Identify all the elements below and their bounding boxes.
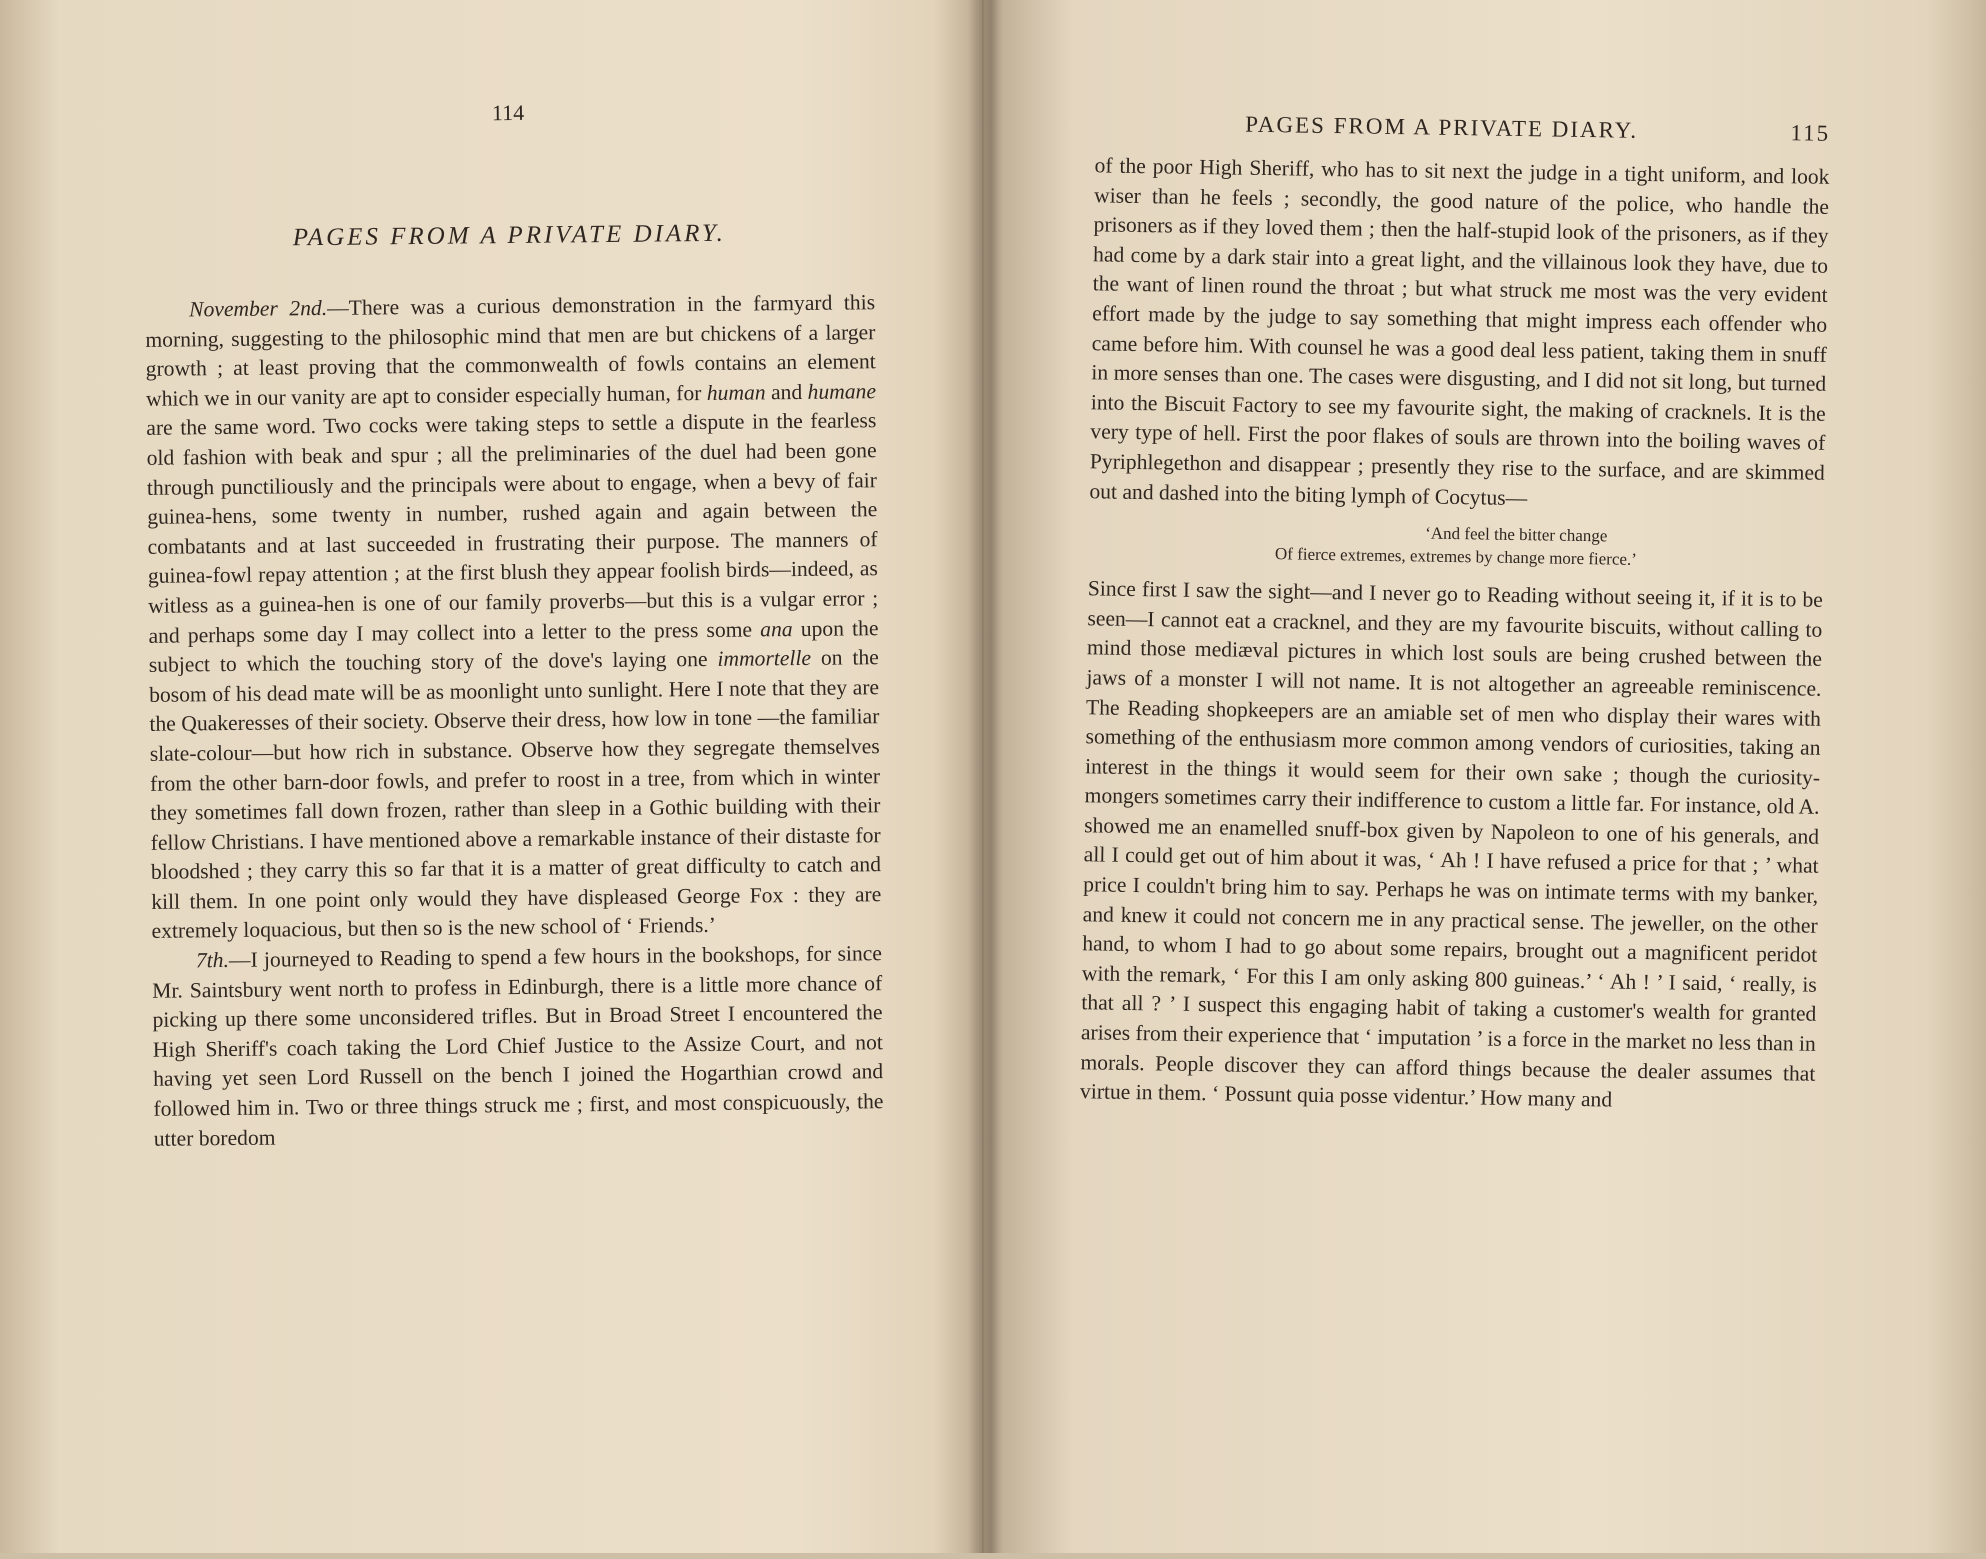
left-page-body [145,288,884,1154]
right-page-body [1080,151,1830,1118]
quote-line-2: Of fierce extremes, extremes by change more fierce.’ [1274,544,1638,569]
paragraph-7th: 7th.—I journeyed to Reading to spend a few hours in the bookshops, for since Mr. Saintsbury went north to profess in Edinburgh, there is a little more chance of picking up there some unconsidered trifles. But in Broad Street I encountered the High Sheriff's coach taking the Lord Chief Justice to the Assize Court, and not having yet seen Lord Russell on the bench I joined the Hogarthian crowd and followed him in. Two or three things struck me ; first, and most conspicuously, the utter boredom [152,941,884,1151]
paragraph-since-first: Since first I saw the sight—and I never go to Reading without seeing it, if it is to be seen—I cannot eat a cracknel, and they are my favourite biscuits, without calling to mind those mediæval pictures in which lost souls are being crushed between the jaws of a monster I will not name. It is not altogether an agreeable reminiscence. The Reading shopkeepers are an amiable set of men who display their wares with something of the enthusiasm more common among vendors of curiosities, taking an interest in the things it would seem for their own sake ; though the curiosity-mongers sometimes carry their indifference to custom a little far. For instance, old A. showed me an enamelled snuff-box given by Napoleon to one of his generals, and all I could get out of him about it was, ‘ Ah ! I have refused a price for that ; ’ what price I couldn't bring him to say. Perhaps he was on intimate terms with my banker, and knew it could not concern me in any practical sense. The jeweller, on the other hand, to whom I had to go about some repairs, brought out a magnificent peridot with the remark, ‘ For this I am only asking 800 guineas.’ ‘ Ah ! ’ I said, ‘ really, is that all ? ’ I suspect this engaging habit of taking a customer's wealth for granted arises from their experience that ‘ imputation ’ is a force in the market no less than in morals. People discover they can afford things because the dealer assumes that virtue in them. ‘ Possunt quia posse videntur.’ How many and [1079,576,1824,1112]
page-number-right: 115 [1790,120,1831,146]
chapter-title: PAGES FROM A PRIVATE DIARY. [292,219,726,252]
paragraph-continued: of the poor High Sheriff, who has to sit next the judge in a tight uniform, and look wiser than he feels ; secondly, the good nature of the police, who handle the prisoners as if they loved them ; then the half-stupid look of the prisoners, as if they had come by a dark stair into a great light, and the villainous look they have, due to the want of linen round the throat ; but what struck me most was the very evident effort made by the judge to say something that might impress each offender who came before him. With counsel he was a good deal less patient, taking them in snuff in more senses than one. The cases were disgusting, and I did not sit long, but turned into the Biscuit Factory to see my favourite sight, the making of cracknels. It is the very type of hell. First the poor flakes of souls are thrown into the boiling waves of Pyriphlegethon and disappear ; presently they rise to the surface, and are skimmed out and dashed into the biting lymph of Cocytus— [1089,153,1830,510]
entry-date: November 2nd. [188,295,328,322]
verse-quotation [1088,516,1824,574]
entry-date: 7th. [195,948,230,973]
quote-line-1: ‘And feel the bitter change [1425,523,1608,546]
running-head [1095,109,1831,146]
right-page [1073,0,1832,1559]
paragraph-november-2nd: November 2nd.—There was a curious demonstration in the farmyard this morning, suggesting to the philosophic mind that men are but chickens of a larger growth ; at least proving that the commonwealth of fowls contains an element which we in our vanity are apt to consider especially human, for human and humane are the same word. Two cocks were taking steps to settle a dispute in the fearless old fashion with beak and spur ; all the preliminaries of the duel had been gone through punctiliously and the principals were about to engage, when a bevy of fair guinea-hens, some twenty in number, rushed again and again between the combatants and at last succeeded in frustrating their purpose. The manners of guinea-fowl repay attention ; at the first blush they appear foolish birds—indeed, as witless as a guinea-hen is one of our family proverbs—but this is a vulgar error ; and perhaps some day I may collect into a letter to the press some ana upon the subject to which the touching story of the dove's laying one immortelle on the bosom of his dead mate will be as moonlight unto sunlight. Here I note that they are the Quakeresses of their society. Observe their dress, how low in tone —the familiar slate-colour—but how rich in substance. Observe how they segregate themselves from the other barn-door fowls, and prefer to roost in a tree, from which in winter they sometimes fall down frozen, rather than sleep in a Gothic building with their fellow Christians. I have mentioned above a remarkable instance of their distaste for bloodshed ; they carry this so far that it is a matter of great difficulty to catch and kill them. In one point only would they have displeased George Fox : they are extremely loquacious, but then so is the new school of ‘ Friends.’ [145,290,882,944]
book-gutter [968,0,998,1553]
left-page [142,0,888,1557]
page-number-left: 114 [491,99,525,126]
running-head-title: PAGES FROM A PRIVATE DIARY. [1245,111,1639,143]
